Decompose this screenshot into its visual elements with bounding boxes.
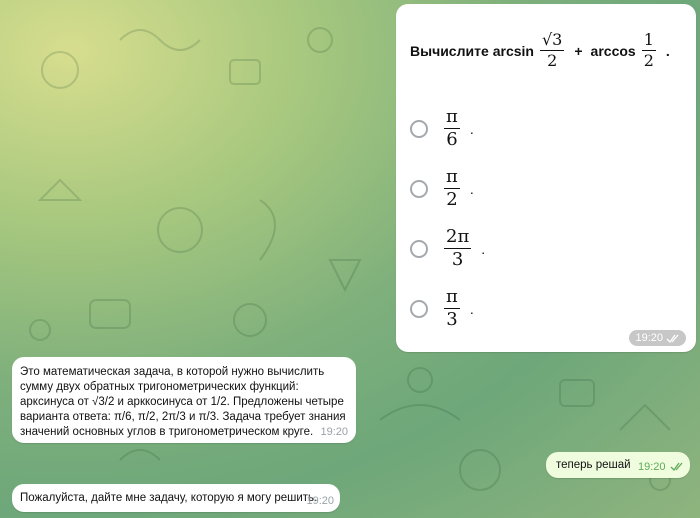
time-text: 19:20	[635, 332, 663, 344]
fraction-numerator: √3	[541, 30, 563, 49]
bot-message-reply	[12, 484, 340, 512]
bot-message-explanation	[12, 357, 356, 443]
option-fraction	[444, 108, 460, 149]
quiz-question-prefix: Вычислите	[410, 42, 489, 59]
fraction-denominator: 2	[643, 51, 654, 70]
radio-button[interactable]	[410, 180, 428, 198]
message-text: Пожалуйста, дайте мне задачу, которую я могу решить.	[20, 492, 318, 504]
quiz-question	[410, 32, 670, 69]
quiz-question-end: .	[665, 42, 670, 59]
message-text: теперь решай	[556, 459, 631, 471]
quiz-message	[396, 4, 696, 352]
quiz-option-4[interactable]	[410, 288, 474, 329]
quiz-timestamp	[629, 330, 686, 346]
option-dot: .	[481, 240, 486, 257]
message-time: 19:20	[306, 495, 334, 507]
double-check-icon	[670, 462, 684, 471]
fraction-denominator: 2	[446, 189, 458, 210]
fraction-denominator: 6	[446, 129, 458, 150]
option-dot: .	[469, 300, 474, 317]
fraction-numerator: π	[446, 166, 458, 187]
fraction-numerator: π	[446, 106, 458, 127]
quiz-func-arccos: arccos	[590, 42, 636, 59]
fraction-numerator: 1	[643, 30, 654, 49]
fraction-numerator: π	[446, 286, 458, 307]
option-fraction	[444, 288, 460, 329]
quiz-option-2[interactable]	[410, 168, 474, 209]
radio-button[interactable]	[410, 240, 428, 258]
radio-button[interactable]	[410, 120, 428, 138]
user-message	[546, 452, 690, 478]
option-dot: .	[469, 180, 474, 197]
plus-sign: +	[574, 42, 583, 59]
radio-button[interactable]	[410, 300, 428, 318]
quiz-option-3[interactable]	[410, 228, 485, 269]
option-fraction	[444, 228, 471, 269]
message-time: 19:20	[320, 426, 348, 438]
fraction-denominator: 3	[451, 249, 464, 270]
quiz-option-1[interactable]	[410, 108, 474, 149]
double-check-icon	[666, 334, 680, 343]
quiz-fraction-1	[540, 32, 564, 69]
message-time: 19:20	[638, 461, 666, 473]
option-fraction	[444, 168, 460, 209]
quiz-fraction-2	[642, 32, 656, 69]
message-text: Это математическая задача, в которой нужно вычислить сумму двух обратных тригонометрических функций: арксинуса от √3/2 и арккосинуса от 1/2. Предложены четыре варианта ответа: π/6, π/2, 2π/3 и π/3. Задача требует знания значений основных углов в тригонометрическом круге.	[20, 366, 346, 438]
fraction-denominator: 2	[547, 51, 558, 70]
fraction-numerator: 2π	[446, 226, 470, 247]
fraction-denominator: 3	[446, 309, 458, 330]
quiz-func-arcsin: arcsin	[492, 42, 534, 59]
option-dot: .	[469, 120, 474, 137]
